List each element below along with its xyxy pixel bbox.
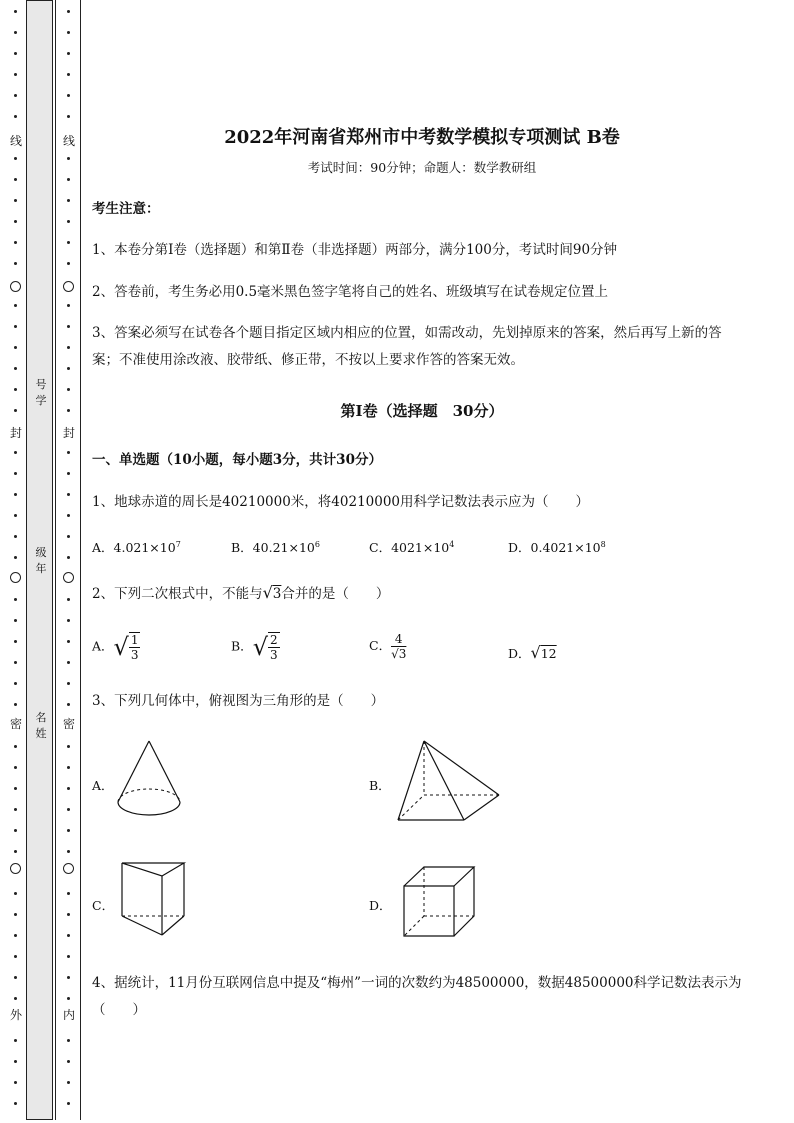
rail-dot [14, 73, 17, 76]
rail-dot [67, 598, 70, 601]
rail-dot [67, 367, 70, 370]
rail-dot [14, 598, 17, 601]
rail-dot [14, 115, 17, 118]
rail-dot [67, 787, 70, 790]
rail-char: 密 [62, 717, 75, 731]
rail-dot [67, 640, 70, 643]
name-label: 名 姓 [35, 711, 47, 740]
rail-dot [67, 556, 70, 559]
rail-dot [14, 892, 17, 895]
rail-dot [67, 157, 70, 160]
rail-dot [67, 535, 70, 538]
rail-dot [14, 304, 17, 307]
rail-dot [67, 745, 70, 748]
rail-dot [67, 472, 70, 475]
rail-dot [14, 94, 17, 97]
rail-dot [67, 409, 70, 412]
notice-item: 1、本卷分第I卷（选择题）和第Ⅱ卷（非选择题）两部分，满分100分，考试时间90分钟 [92, 242, 618, 258]
rail-dot [67, 808, 70, 811]
q2-option-b: B．√ $\frac{2}{3}$ [231, 633, 278, 662]
rail-dot [14, 934, 17, 937]
rail-dot [67, 682, 70, 685]
rail-dot [14, 766, 17, 769]
rail-dot [67, 346, 70, 349]
rail-dot [14, 1039, 17, 1042]
rail-circle [10, 281, 21, 292]
rail-dot [67, 304, 70, 307]
notice-item: 2、答卷前，考生务必用0.5毫米黑色签字笔将自己的姓名、班级填写在试卷规定位置上 [92, 284, 609, 300]
rail-dot [67, 619, 70, 622]
rail-char: 外 [9, 1008, 22, 1022]
rail-char: 内 [62, 1008, 75, 1022]
rail-dot [67, 997, 70, 1000]
rail-dot [14, 220, 17, 223]
rail-dot [67, 1081, 70, 1084]
rail-dot [14, 661, 17, 664]
rail-dot [14, 493, 17, 496]
rail-dot [14, 388, 17, 391]
rail-dot [14, 997, 17, 1000]
rail-dot [67, 766, 70, 769]
rail-dot [67, 1102, 70, 1105]
rail-dot [14, 682, 17, 685]
rail-dot [14, 619, 17, 622]
notice-heading: 考生注意： [92, 201, 160, 217]
question-1: 1、地球赤道的周长是40210000米，将40210000用科学记数法表示应为（ ） [92, 494, 590, 510]
rail-dot [14, 640, 17, 643]
rail-dot [67, 913, 70, 916]
left-dotted-rail [6, 0, 26, 1120]
rail-dot [14, 1060, 17, 1063]
rail-dot [14, 745, 17, 748]
page-title: 2022年河南省郑州市中考数学模拟专项测试 B卷 [224, 127, 620, 148]
rail-dot [67, 934, 70, 937]
grade-label: 级 年 [35, 546, 47, 575]
rail-char: 线 [9, 134, 22, 148]
rail-char: 封 [9, 426, 22, 440]
q1-option-c: C．$4021\times 10^4$ [369, 539, 455, 555]
rail-dot [67, 955, 70, 958]
rail-dot [67, 514, 70, 517]
rail-dot [67, 52, 70, 55]
rail-dot [67, 115, 70, 118]
rail-dot [14, 451, 17, 454]
rail-dot [67, 199, 70, 202]
rail-char: 密 [9, 717, 22, 731]
rail-dot [67, 1060, 70, 1063]
pyramid-figure [394, 738, 506, 824]
q1-option-b: B．$40.21\times 10^6$ [231, 539, 320, 555]
rail-dot [14, 514, 17, 517]
rail-dot [14, 472, 17, 475]
q1-option-a: A．$4.021\times 10^7$ [92, 539, 181, 555]
rail-dot [14, 850, 17, 853]
rail-dot [14, 913, 17, 916]
rail-dot [67, 661, 70, 664]
rail-dot [67, 451, 70, 454]
rail-dot [67, 892, 70, 895]
rail-dot [14, 976, 17, 979]
rail-dot [67, 241, 70, 244]
q3-option-b-label: B． [369, 778, 391, 793]
section-title: 第I卷（选择题 30分） [340, 402, 504, 420]
rail-dot [67, 262, 70, 265]
rail-dot [67, 31, 70, 34]
question-2: 2、下列二次根式中，不能与√3合并的是（ ） [92, 583, 390, 602]
rail-dot [14, 703, 17, 706]
rail-dot [67, 850, 70, 853]
question-4: 4、据统计，11月份互联网信息中提及“梅州”一词的次数约为48500000，数据48500000科学记数法表示为（ ） [92, 975, 742, 1018]
rail-border [80, 0, 81, 1120]
q2-option-a: A．√ $\frac{1}{3}$ [92, 633, 139, 662]
rail-dot [67, 220, 70, 223]
rail-border [55, 0, 56, 1120]
rail-dot [14, 808, 17, 811]
rail-dot [14, 409, 17, 412]
rail-dot [14, 262, 17, 265]
rail-dot [67, 10, 70, 13]
rail-circle [63, 572, 74, 583]
rail-dot [67, 73, 70, 76]
rail-dot [14, 787, 17, 790]
rail-dot [67, 325, 70, 328]
rail-circle [10, 863, 21, 874]
right-dotted-rail [59, 0, 79, 1120]
rail-dot [14, 556, 17, 559]
q2-option-d: D．√12 [508, 643, 557, 662]
cone-figure [114, 738, 186, 824]
rail-dot [67, 178, 70, 181]
rail-char: 线 [62, 134, 75, 148]
rail-dot [14, 829, 17, 832]
rail-dot [14, 1081, 17, 1084]
rail-circle [63, 863, 74, 874]
rail-dot [14, 346, 17, 349]
rail-dot [67, 703, 70, 706]
cube-figure [400, 864, 480, 940]
rail-dot [67, 388, 70, 391]
rail-dot [14, 535, 17, 538]
rail-circle [10, 572, 21, 583]
question-3: 3、下列几何体中，俯视图为三角形的是（ ） [92, 693, 385, 709]
rail-dot [67, 1039, 70, 1042]
rail-dot [14, 1102, 17, 1105]
rail-dot [67, 94, 70, 97]
student-id-label: 号 学 [35, 378, 47, 407]
rail-dot [67, 829, 70, 832]
rail-dot [14, 178, 17, 181]
rail-dot [14, 10, 17, 13]
q1-option-d: D．$0.4021\times 10^8$ [508, 539, 606, 555]
exam-info: 考试时间：90分钟；命题人：数学教研组 [307, 160, 537, 175]
part-heading: 一、单选题（10小题，每小题3分，共计30分） [92, 452, 382, 468]
q3-option-a-label: A． [92, 778, 114, 793]
rail-dot [14, 31, 17, 34]
binding-margin [0, 0, 82, 1123]
rail-char: 封 [62, 426, 75, 440]
rail-dot [14, 325, 17, 328]
rail-dot [14, 52, 17, 55]
rail-circle [63, 281, 74, 292]
rail-dot [67, 493, 70, 496]
rail-dot [14, 367, 17, 370]
rail-dot [14, 955, 17, 958]
q3-option-c-label: C． [92, 898, 115, 913]
q2-option-c: C． $\frac{4}{√3}$ [369, 632, 407, 661]
notice-item: 3、答案必须写在试卷各个题目指定区域内相应的位置，如需改动，先划掉原来的答案，然后再写上新的答案；不准使用涂改液、胶带纸、修正带，不按以上要求作答的答案无效。 [92, 325, 722, 368]
rail-dot [14, 241, 17, 244]
rail-dot [67, 976, 70, 979]
triangular-prism-figure [120, 860, 190, 940]
rail-dot [14, 199, 17, 202]
rail-dot [14, 157, 17, 160]
q3-option-d-label: D． [369, 898, 392, 913]
